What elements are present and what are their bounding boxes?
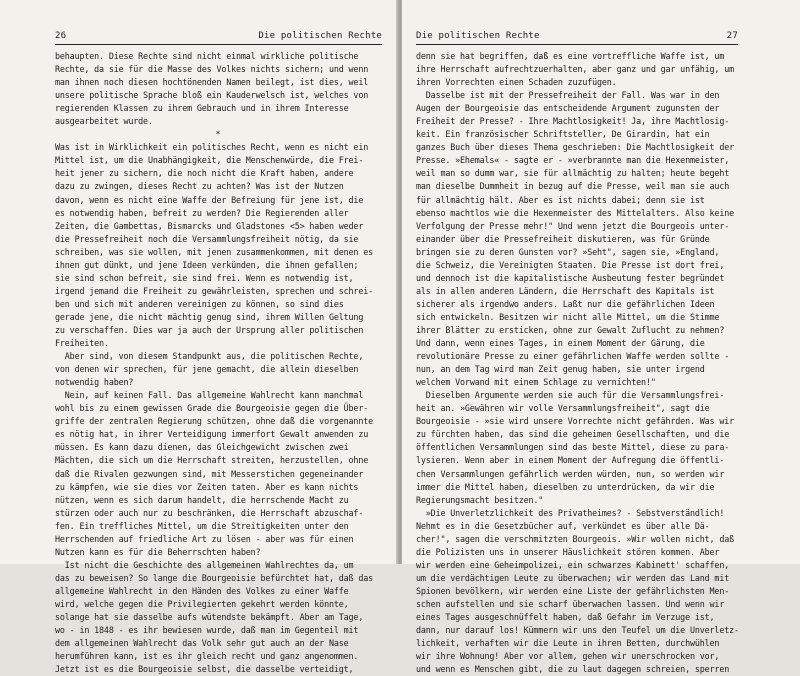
text-line: ihrer Blätter zu ersticken, ohne zur Gewalt Zuflucht zu nehmen? (416, 324, 725, 335)
text-line: Dieselben Argumente werden sie auch für die Versammlungsfrei- (416, 390, 725, 401)
text-line: unsere politische Sprache bloß ein Kauderwelsch ist, welches von (55, 90, 369, 101)
text-line: griffe der zentralen Regierung schützen, ohne daß die vorgenannte (55, 416, 373, 427)
text-line: heit an. »Gewähren wir volle Versammlungsfreiheit", sagt die (416, 403, 710, 414)
text-line: die Schweiz, die Vereinigten Staaten. Die Presse ist dort frei, (416, 259, 725, 270)
text-line: Rechte, da sie für die Masse des Volkes nichts sichern; und wenn (55, 64, 369, 75)
text-line: einander über die Pressefreiheit diskutieren, was für Gründe (416, 233, 710, 244)
text-line: Herrschenden auf friedliche Art zu lösen - aber was für einen (55, 533, 354, 544)
text-line: Zeiten, die Gambettas, Bismarcks und Gladstones <5> haben weder (55, 220, 364, 231)
text-line: sicherer als irgendwo anders. Laßt nur die gefährlichen Ideen (416, 298, 715, 309)
text-line: Nein, auf keinen Fall. Das allgemeine Wahlrecht kann manchmal (55, 390, 364, 401)
text-line: man dieselbe Dummheit in bezug auf die Presse, weil man sie auch (416, 181, 730, 192)
right-running-title: Die politischen Rechte (416, 31, 540, 41)
left-running-title: Die politischen Rechte (258, 31, 382, 41)
text-line: Presse. »Ehemals« - sagte er - »verbrannte man die Hexenmeister, (416, 155, 730, 166)
text-line: Freiheiten. (55, 338, 109, 349)
text-line: die Pressefreiheit noch die Versammlungsfreiheit nötig, da sie (55, 233, 359, 244)
text-line: »Die Unverletzlichkeit des Privatheimes? - Sebstverständlich! (416, 507, 725, 518)
text-line: und dennoch ist die kapitalistische Ausbeutung fester begründet (416, 272, 725, 283)
text-line: denn sie hat begriffen, daß es eine vortreffliche Waffe ist, um (416, 51, 725, 61)
text-line: Nutzen kann es für die Beherrschten haben? (55, 546, 261, 557)
text-line: Jetzt ist es die Bourgeoisie selbst, die dasselbe verteidigt, (55, 664, 354, 675)
right-page (402, 0, 800, 675)
text-line: Nehmt es in die Gesetzbücher auf, verkündet es über alle Dä- (416, 520, 710, 531)
text-line: Aber sind, von diesem Standpunkt aus, die politischen Rechte, (55, 351, 364, 362)
text-line: Was ist in Wirklichkeit ein politisches Recht, wenn es nicht ein (55, 142, 369, 153)
text-line: Dasselbe ist mit der Pressefreiheit der Fall. Was war in den (416, 90, 720, 101)
text-line: fen. Ein treffliches Mittel, um die Streitigkeiten unter den (55, 520, 349, 531)
text-line: ihren Vorrechten einen Schaden zuzufügen. (416, 77, 617, 88)
text-line: sie sind schon befreit, sie sind frei. Wenn es notwendig ist, (55, 272, 354, 283)
text-line: die Polizisten uns in unserer Häuslichkeit stören kommen. Aber (416, 546, 720, 557)
text-line: man ihnen noch diesen hochtönenden Namen beilegt, ist dies, weil (55, 77, 369, 88)
text-line: dem allgemeinen Wahlrecht das Volk sehr gut auch an der Nase (55, 638, 349, 649)
text-line: es notwendig haben, befreit zu werden? Die Regierenden aller (55, 207, 349, 218)
text-line: öffentlichen Versammlungen sind das beste Mittel, diese zu para- (416, 442, 730, 453)
text-line: ben und sich mit anderen vereinigen zu können, so sind dies (55, 298, 344, 309)
text-line: behaupten. Diese Rechte sind nicht einmal wirkliche politische (55, 51, 359, 61)
text-line: von denen wir sprechen, für jene gemacht, die allein dieselben (55, 364, 359, 375)
text-line: immer die Mittel haben, dieselben zu unterdrücken, da wir die (416, 481, 715, 492)
text-line: nützen, wenn es sich darum handelt, die herrschende Macht zu (55, 494, 349, 505)
text-line: Freiheit der Presse? - Ihre Machtlosigkeit! Ja, ihre Machtlosig- (416, 116, 730, 127)
text-line: notwendig haben? (55, 377, 134, 388)
text-line: das zu beweisen? So lange die Bourgeoisie befürchtet hat, daß das (55, 572, 373, 583)
text-line: daß die Rivalen gezwungen sind, mit Messerstichen gegeneinander (55, 468, 364, 479)
text-line: sich entwickeln. Besitzen wir nicht alle Mittel, um die Stimme (416, 311, 720, 322)
text-line: bringen sie zu deren Gunsten vor? »Seht", sagen sie, »England, (416, 246, 720, 257)
left-body-text (55, 50, 381, 676)
text-line: es nötig hat, in ihrer Verteidigung immerfort Gewalt anwenden zu (55, 429, 369, 440)
text-line: revolutionäre Presse zu einer gefährlichen Waffe werden sollte - (416, 351, 730, 362)
text-line: wir ihre Wohnung! Aber vor allem, gehen wir unerschrocken vor, (416, 651, 720, 662)
text-line: wir werden eine Geheimpolizei, ein schwarzes Kabinett' schaffen, (416, 559, 730, 570)
text-line: chen Versammlungen gefährlich werden würden, nun, so werden wir (416, 468, 725, 479)
text-line: als in allen anderen Ländern, die Herrschaft des Kapitals ist (416, 285, 715, 296)
text-line: dann, nur darauf los! Kümmern wir uns den Teufel um die Unverletz- (416, 625, 739, 636)
text-line: eines Tages ausgeschnüffelt haben, daß Gefahr im Verzuge ist, (416, 612, 715, 623)
text-line: keit. Ein französischer Schriftsteller, De Girardin, hat ein (416, 129, 710, 140)
text-line: allgemeine Wahlrecht in den Händen des Volkes zu einer Waffe (55, 585, 349, 596)
left-page (0, 0, 398, 675)
text-line: schen aufstellen und sie scharf überwachen lassen. Und wenn wir (416, 598, 725, 609)
text-line: weil man so dumm war, sie für allmächtig zu halten; heute begeht (416, 168, 730, 179)
text-line: zu verschaffen. Dies war ja auch der Ursprung aller politischen (55, 324, 364, 335)
text-line: für allmächtig hält. Aber es ist nichts dabei; denn sie ist (416, 194, 705, 205)
text-line: Bourgeoisie - »sie wird unsere Vorrechte nicht gefährden. Was wir (416, 416, 734, 427)
text-line: schreiben, was sie wollen, mit jenen zusammenkommen, mit denen es (55, 246, 373, 257)
text-line: Spionen bevölkern, wir werden eine Liste der gefährlichsten Men- (416, 585, 730, 596)
left-header-rule (55, 44, 382, 45)
left-page-number: 26 (55, 31, 67, 41)
text-line: Augen der Bourgeoisie das entscheidende Argument zugunsten der (416, 103, 720, 114)
right-running-head (416, 30, 738, 42)
text-line: gerade jene, die nicht mächtig genug sind, ihrem Willen Geltung (55, 311, 364, 322)
text-line: nun, an dem Tag wird man Zeit genug haben, sie unter irgend (416, 364, 705, 375)
text-line: herumführen kann, ist es ihr gleich recht und ganz angenommen. (55, 651, 359, 662)
right-page-number: 27 (726, 31, 738, 41)
right-body-text (416, 50, 739, 676)
text-line: ihnen gut dünkt, und jene Ideen verkünden, die ihnen gefallen; (55, 259, 359, 270)
text-line: ihre Herrschaft aufrechtzuerhalten, aber ganz und gar unfähig, um (416, 64, 734, 75)
text-line: heit jener zu sichern, die noch nicht die Kraft haben, andere (55, 168, 354, 179)
section-separator: * (215, 129, 221, 140)
text-line: Verfolgung der Presse mehr!" Und wenn jetzt die Bourgeois unter- (416, 220, 730, 231)
text-line: ebenso machtlos wie die Hexenmeister des Mittelalters. Also keine (416, 207, 734, 218)
text-line: müssen. Es kann dazu dienen, das Gleichgewicht zwischen zwei (55, 442, 349, 453)
text-line: davon, wenn es nicht eine Waffe der Befreiung für jene ist, die (55, 194, 364, 205)
text-line: irgend jemand die Freiheit zu gewährleisten, sprechen und schrei- (55, 285, 373, 296)
text-line: Regierungsmacht besitzen." (416, 494, 544, 505)
text-line: lichkeit, verhaften wir die Leute in ihren Betten, durchwühlen (416, 638, 720, 649)
right-header-rule (416, 44, 738, 45)
text-line: und wenn es Menschen gibt, die zu laut dagegen schreien, sperren (416, 664, 730, 675)
text-line: Und dann, wenn eines Tages, in einem Moment der Gärung, die (416, 338, 705, 349)
text-line: cher!", sagen die verschmitzten Bourgeois. »Wir wollen nicht, daß (416, 533, 734, 544)
text-line: Mächten, die sich um die Herrschaft streiten, herzustellen, ohne (55, 455, 369, 466)
text-line: um die verdächtigen Leute zu überwachen; wir werden das Land mit (416, 572, 730, 583)
text-line: dazu zu zwingen, dieses Recht zu achten? Was ist der Nutzen (55, 181, 344, 192)
text-line: welchem Vorwand mit einem Schlage zu vernichten!" (416, 377, 656, 388)
text-line: Ist nicht die Geschichte des allgemeinen Wahlrechtes da, um (55, 559, 354, 570)
text-line: lysieren. Wenn aber in einem Moment der Aufregung die öffentli- (416, 455, 725, 466)
text-line: Mittel ist, um die Unabhängigkeit, die Menschenwürde, die Frei- (55, 155, 364, 166)
text-line: wo - in 1848 - es ihr bewiesen wurde, daß man im Gegenteil mit (55, 625, 359, 636)
text-line: stürzen oder auch nur zu beschränken, die Herrschaft abzuschaf- (55, 507, 364, 518)
text-line: zu fürchten haben, das sind die geheimen Gesellschaften, und die (416, 429, 730, 440)
text-line: solange hat sie dasselbe aufs wütendste bekämpft. Aber am Tage, (55, 612, 364, 623)
text-line: wird, welche gegen die Privilegierten gekehrt werden könnte, (55, 598, 349, 609)
text-line: regierenden Klassen zu ihrem Gebrauch und in ihrem Interesse (55, 103, 349, 114)
left-running-head (55, 30, 382, 42)
text-line: wohl bis zu einem gewissen Grade die Bourgeoisie gegen die Über- (55, 403, 369, 414)
text-line: ganzes Buch über dieses Thema geschrieben: Die Machtlosigkeit der (416, 142, 734, 153)
text-line: zu kämpfen, wie sie dies vor Zeiten taten. Aber es kann nichts (55, 481, 359, 492)
text-line: ausgearbeitet wurde. (55, 116, 153, 127)
